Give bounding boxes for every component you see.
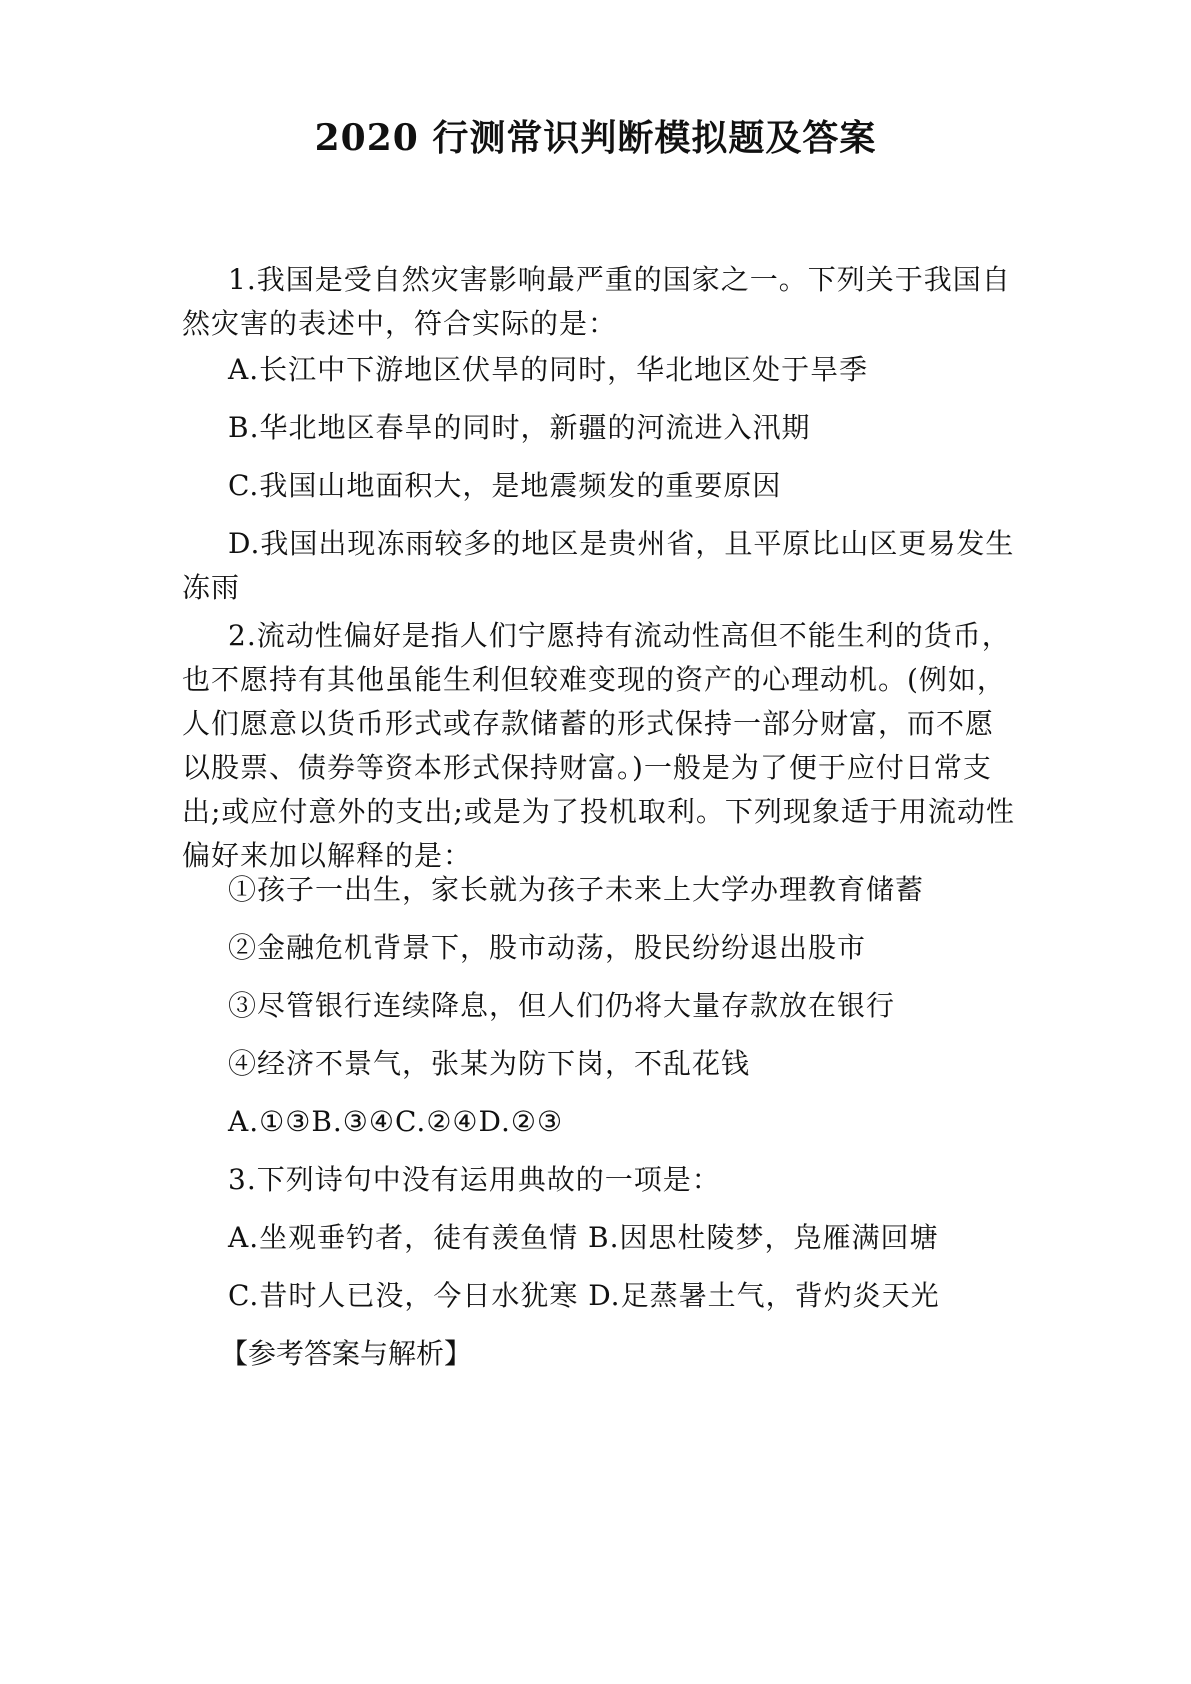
question-2-item-4: ④经济不景气，张某为防下岗，不乱花钱 [228, 1047, 751, 1080]
question-3-options-cd: C.昔时人已没，今日水犹寒 D.足蒸暑土气，背灼炎天光 [228, 1279, 940, 1312]
question-1-option-b: B.华北地区春旱的同时，新疆的河流进入汛期 [228, 411, 811, 444]
question-1-option-d: D.我国出现冻雨较多的地区是贵州省，且平原比山区更易发生冻雨 [182, 527, 1015, 604]
question-2-item-1: ①孩子一出生，家长就为孩子未来上大学办理教育储蓄 [228, 873, 925, 906]
question-2-stem: 2.流动性偏好是指人们宁愿持有流动性高但不能生利的货币，也不愿持有其他虽能生利但较难变现的资产的心理动机。(例如，人们愿意以货币形式或存款储蓄的形式保持一部分财富，而不愿以股票、债券等资本形式保持财富。)一般是为了便于应付日常支出;或应付意外的支出;或是为了投机取利。下列现象适于用流动性偏好来加以解释的是： [182, 619, 1015, 872]
question-2-options: A.①③B.③④C.②④D.②③ [228, 1105, 564, 1138]
question-3-stem: 3.下列诗句中没有运用典故的一项是： [228, 1163, 721, 1196]
question-1-stem: 1.我国是受自然灾害影响最严重的国家之一。下列关于我国自然灾害的表述中，符合实际的是： [182, 263, 1011, 340]
question-1-option-a: A.长江中下游地区伏旱的同时，华北地区处于旱季 [228, 353, 869, 386]
question-3-options-ab: A.坐观垂钓者，徒有羡鱼情 B.因思杜陵梦，凫雁满回塘 [228, 1221, 939, 1254]
answer-section-heading: 【参考答案与解析】 [220, 1337, 473, 1370]
question-1-option-c: C.我国山地面积大，是地震频发的重要原因 [228, 469, 782, 502]
document-title: 2020 行测常识判断模拟题及答案 [314, 117, 877, 159]
question-2-item-3: ③尽管银行连续降息，但人们仍将大量存款放在银行 [228, 989, 896, 1022]
question-2-item-2: ②金融危机背景下，股市动荡，股民纷纷退出股市 [228, 931, 867, 964]
